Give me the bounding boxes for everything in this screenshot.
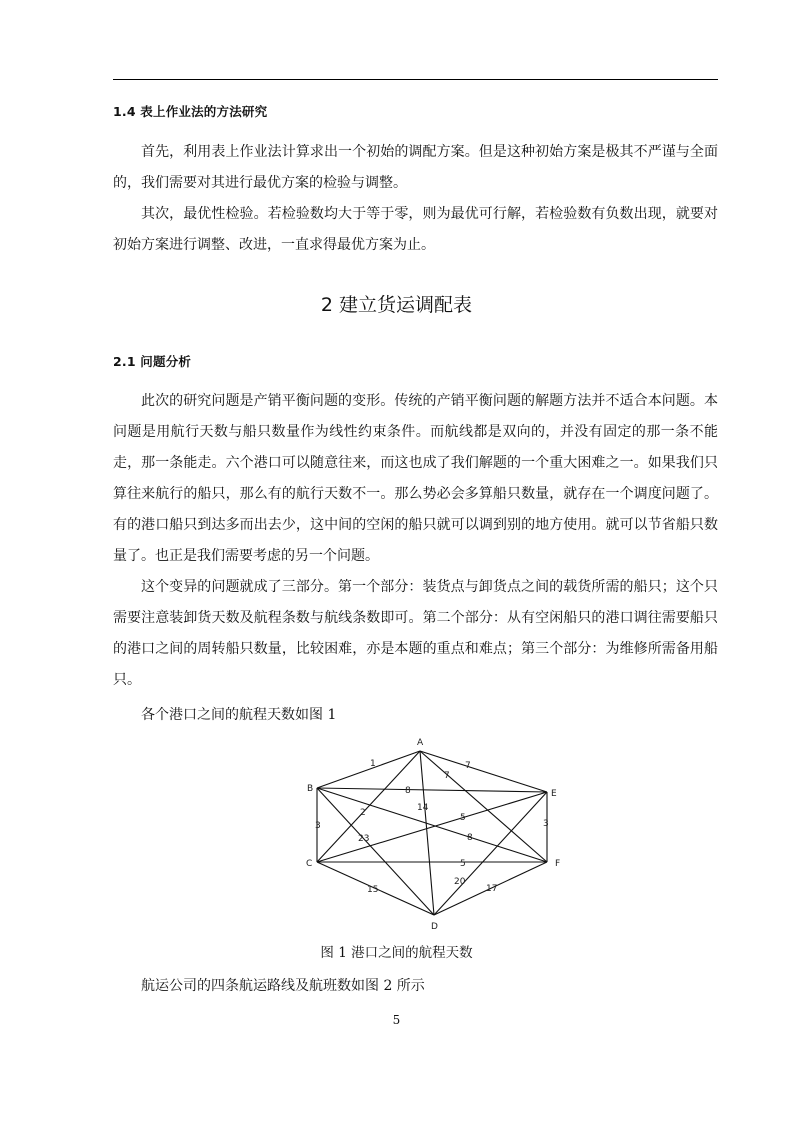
section-heading-2-1: 2.1 问题分析 bbox=[113, 354, 192, 369]
edge-b-e bbox=[317, 788, 547, 792]
edge-weight-label: 14 bbox=[417, 803, 429, 813]
edge-weight-label: 20 bbox=[454, 877, 466, 887]
paragraph-1-4-1: 首先，利用表上作业法计算求出一个初始的调配方案。但是这种初始方案是极其不严谨与全面的，我们需要对其进行最优方案的检验与调整。 bbox=[113, 144, 718, 191]
section-heading-1-4: 1.4 表上作业法的方法研究 bbox=[113, 104, 268, 119]
page-number: 5 bbox=[392, 1013, 401, 1027]
edge-weight-label: 5 bbox=[460, 859, 466, 869]
edge-weight-label: 3 bbox=[543, 819, 549, 829]
edge-weight-label: 1 bbox=[370, 759, 376, 769]
paragraph-2-1-2: 这个变异的问题就成了三部分。第一个部分：装货点与卸货点之间的载货所需的船只；这个只需要注意装卸货天数及航程条数与航线条数即可。第二个部分：从有空闲船只的港口调往需要船只的港口之间的周转船只数量，比较困难，亦是本题的重点和难点；第三个部分：为维修所需备用船只。 bbox=[113, 579, 718, 688]
edge-a-d bbox=[420, 751, 434, 915]
figure-caption: 图 1 港口之间的航程天数 bbox=[320, 945, 473, 961]
edge-b-a bbox=[317, 751, 420, 788]
edge-weight-label: 2 bbox=[360, 808, 366, 818]
edge-a-f bbox=[420, 751, 547, 862]
edge-a-c bbox=[317, 751, 420, 862]
chapter-heading-2: 2 建立货运调配表 bbox=[320, 294, 473, 316]
node-label-b: B bbox=[307, 784, 314, 794]
edge-weight-label: 3 bbox=[315, 821, 321, 831]
node-label-a: A bbox=[417, 738, 424, 748]
node-label-c: C bbox=[306, 859, 313, 869]
edge-weight-label: 7 bbox=[444, 771, 450, 781]
header-rule bbox=[113, 79, 718, 80]
port-network-diagram bbox=[300, 733, 580, 933]
edge-e-c bbox=[317, 792, 547, 862]
node-label-e: E bbox=[551, 789, 557, 799]
edge-a-e bbox=[420, 751, 547, 792]
edge-weight-label: 17 bbox=[486, 884, 498, 894]
edge-weight-label: 15 bbox=[367, 885, 379, 895]
figure2-intro-text: 航运公司的四条航运路线及航班数如图 2 所示 bbox=[141, 978, 425, 994]
edge-weight-label: 5 bbox=[460, 813, 466, 823]
edge-weight-label: 23 bbox=[358, 834, 370, 844]
paragraph-1-4-2: 其次，最优性检验。若检验数均大于等于零，则为最优可行解，若检验数有负数出现，就要对初始方案进行调整、改进，一直求得最优方案为止。 bbox=[113, 206, 718, 253]
node-label-f: F bbox=[555, 859, 561, 869]
paragraph-2-1-1: 此次的研究问题是产销平衡问题的变形。传统的产销平衡问题的解题方法并不适合本问题。本问题是用航行天数与船只数量作为线性约束条件。而航线都是双向的，并没有固定的那一条不能走，那一条能走。六个港口可以随意往来，而这也成了我们解题的一个重大困难之一。如果我们只算往来航行的船只，那么有的航行天数不一。那么势必会多算船只数量，就存在一个调度问题了。有的港口船只到达多而出去少，这中间的空闲的船只就可以调到别的地方使用。就可以节省船只数量了。也正是我们需要考虑的另一个问题。 bbox=[113, 393, 718, 564]
edge-weight-label: 8 bbox=[467, 833, 473, 843]
edge-e-d bbox=[434, 792, 547, 915]
node-label-d: D bbox=[431, 922, 438, 932]
edge-weight-label: 8 bbox=[405, 786, 411, 796]
edge-weight-label: 7 bbox=[465, 761, 471, 771]
figure-intro-text: 各个港口之间的航程天数如图 1 bbox=[141, 707, 337, 723]
